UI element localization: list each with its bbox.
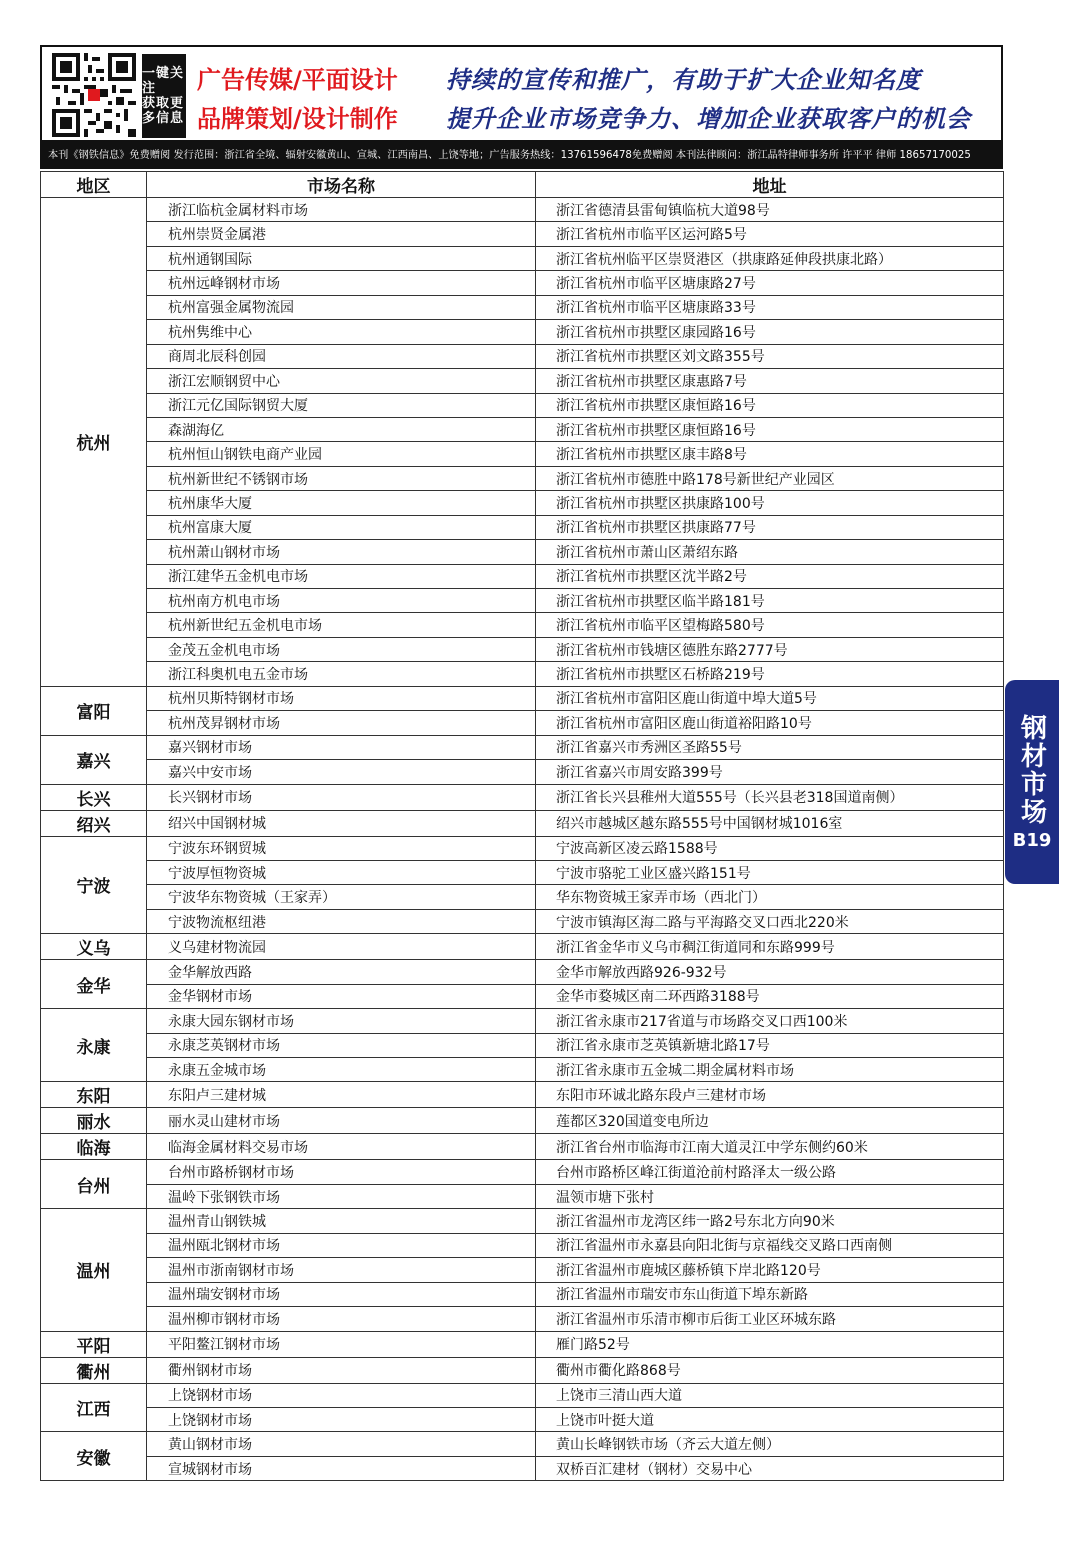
- market-name-cell: 杭州远峰钢材市场: [147, 271, 536, 295]
- market-name-cell: 金茂五金机电市场: [147, 637, 536, 661]
- market-name-cell: 浙江元亿国际钢贸大厦: [147, 393, 536, 417]
- market-name-cell: 杭州恒山钢铁电商产业园: [147, 442, 536, 466]
- address-cell: 浙江省温州市瑞安市东山街道下埠东新路: [536, 1282, 1004, 1306]
- address-cell: 浙江省台州市临海市江南大道灵江中学东侧约60米: [536, 1134, 1004, 1160]
- address-cell: 浙江省杭州市拱墅区康丰路8号: [536, 442, 1004, 466]
- address-cell: 金华市解放西路926-932号: [536, 960, 1004, 984]
- address-cell: 浙江省杭州市拱墅区刘文路355号: [536, 344, 1004, 368]
- table-row: [41, 393, 1004, 417]
- address-cell: 宁波市镇海区海二路与平海路交叉口西北220米: [536, 909, 1004, 933]
- region-cell: 长兴: [41, 784, 147, 810]
- table-row: [41, 1108, 1004, 1134]
- market-name-cell: 杭州富康大厦: [147, 515, 536, 539]
- address-cell: 浙江省杭州市拱墅区石桥路219号: [536, 662, 1004, 686]
- address-cell: 浙江省温州市乐清市柳市后街工业区环城东路: [536, 1307, 1004, 1331]
- market-name-cell: 杭州萧山钢材市场: [147, 540, 536, 564]
- table-row: [41, 369, 1004, 393]
- table-row: [41, 417, 1004, 441]
- address-cell: 宁波市骆驼工业区盛兴路151号: [536, 860, 1004, 884]
- table-row: [41, 1184, 1004, 1208]
- region-cell: 丽水: [41, 1108, 147, 1134]
- publication-info-bar: 本刊《钢铁信息》免费赠阅 发行范围：浙江省全境、辐射安徽黄山、宣城、江西南昌、上饶等地；广告服务热线：13761596478免费赠阅 本刊法律顾问：浙江晶特律师事务所 许平平 律师 18657170025: [40, 142, 1003, 169]
- address-cell: 浙江省杭州市临平区运河路5号: [536, 222, 1004, 246]
- market-name-cell: 台州市路桥钢材市场: [147, 1160, 536, 1184]
- section-side-tab: [1005, 680, 1059, 884]
- address-cell: 温领市塘下张村: [536, 1184, 1004, 1208]
- market-name-cell: 温州柳市钢材市场: [147, 1307, 536, 1331]
- table-row: [41, 271, 1004, 295]
- address-cell: 浙江省杭州市临平区望梅路580号: [536, 613, 1004, 637]
- market-name-cell: 森湖海亿: [147, 417, 536, 441]
- address-cell: 浙江省杭州市拱墅区临半路181号: [536, 589, 1004, 613]
- address-cell: 台州市路桥区峰江街道沧前村路泽太一级公路: [536, 1160, 1004, 1184]
- address-cell: 浙江省温州市鹿城区藤桥镇下岸北路120号: [536, 1258, 1004, 1282]
- market-name-cell: 永康芝英钢材市场: [147, 1033, 536, 1057]
- table-row: [41, 1357, 1004, 1383]
- region-cell: 临海: [41, 1134, 147, 1160]
- table-row: [41, 885, 1004, 909]
- slogan-line-1: 持续的宣传和推广，有助于扩大企业知名度: [446, 65, 921, 94]
- table-row: [41, 860, 1004, 884]
- market-name-cell: 杭州崇贤金属港: [147, 222, 536, 246]
- market-name-cell: 商周北辰科创园: [147, 344, 536, 368]
- slogan-line-2: 提升企业市场竞争力、增加企业获取客户的机会: [446, 104, 971, 133]
- address-cell: 绍兴市越城区越东路555号中国钢材城1016室: [536, 810, 1004, 836]
- address-cell: 浙江省杭州市拱墅区拱康路77号: [536, 515, 1004, 539]
- address-cell: 浙江省嘉兴市周安路399号: [536, 760, 1004, 784]
- table-row: [41, 934, 1004, 960]
- table-row: [41, 295, 1004, 319]
- table-row: [41, 1134, 1004, 1160]
- market-name-cell: 杭州新世纪不锈钢市场: [147, 466, 536, 490]
- ad-header: [40, 45, 1003, 142]
- region-cell: 江西: [41, 1383, 147, 1432]
- market-name-cell: 宁波物流枢纽港: [147, 909, 536, 933]
- table-row: [41, 760, 1004, 784]
- table-row: [41, 540, 1004, 564]
- market-name-cell: 浙江宏顺钢贸中心: [147, 369, 536, 393]
- table-row: [41, 909, 1004, 933]
- table-row: [41, 442, 1004, 466]
- table-row: [41, 589, 1004, 613]
- market-name-cell: 浙江临杭金属材料市场: [147, 198, 536, 222]
- page-number: B19: [1012, 829, 1052, 851]
- table-body: [41, 198, 1004, 1481]
- market-name-cell: 上饶钢材市场: [147, 1407, 536, 1431]
- table-row: [41, 984, 1004, 1008]
- region-cell: 金华: [41, 960, 147, 1009]
- market-name-cell: 温州瓯北钢材市场: [147, 1233, 536, 1257]
- market-name-cell: 黄山钢材市场: [147, 1432, 536, 1456]
- market-table: [40, 171, 1004, 1481]
- market-name-cell: 嘉兴中安市场: [147, 760, 536, 784]
- table-row: [41, 960, 1004, 984]
- region-cell: 平阳: [41, 1331, 147, 1357]
- market-name-cell: 宁波东环钢贸城: [147, 836, 536, 860]
- market-name-cell: 平阳鳌江钢材市场: [147, 1331, 536, 1357]
- table-row: [41, 1209, 1004, 1233]
- market-name-cell: 长兴钢材市场: [147, 784, 536, 810]
- address-cell: 宁波高新区凌云路1588号: [536, 836, 1004, 860]
- qr-follow-tag: [142, 54, 186, 138]
- qr-code[interactable]: [52, 53, 136, 137]
- table-row: [41, 784, 1004, 810]
- region-cell: 宁波: [41, 836, 147, 934]
- market-name-cell: 温州市浙南钢材市场: [147, 1258, 536, 1282]
- table-row: [41, 1009, 1004, 1033]
- market-name-cell: 绍兴中国钢材城: [147, 810, 536, 836]
- service-line-1: 广告传媒/平面设计: [197, 66, 398, 94]
- address-cell: 浙江省德清县雷甸镇临杭大道98号: [536, 198, 1004, 222]
- table-row: [41, 564, 1004, 588]
- address-cell: 浙江省温州市永嘉县向阳北街与京福线交叉路口西南侧: [536, 1233, 1004, 1257]
- table-row: [41, 711, 1004, 735]
- market-name-cell: 浙江科奥机电五金市场: [147, 662, 536, 686]
- table-row: [41, 1282, 1004, 1306]
- table-header-row: [41, 172, 1004, 198]
- table-row: [41, 246, 1004, 270]
- address-cell: 浙江省永康市芝英镇新塘北路17号: [536, 1033, 1004, 1057]
- address-cell: 浙江省长兴县稚州大道555号（长兴县老318国道南侧）: [536, 784, 1004, 810]
- market-name-cell: 温岭下张钢铁市场: [147, 1184, 536, 1208]
- table-row: [41, 1456, 1004, 1480]
- region-cell: 义乌: [41, 934, 147, 960]
- market-name-cell: 温州瑞安钢材市场: [147, 1282, 536, 1306]
- address-cell: 浙江省杭州市拱墅区康园路16号: [536, 320, 1004, 344]
- table-row: [41, 637, 1004, 661]
- market-name-cell: 金华钢材市场: [147, 984, 536, 1008]
- address-cell: 浙江省杭州市临平区塘康路33号: [536, 295, 1004, 319]
- table-row: [41, 613, 1004, 637]
- table-row: [41, 810, 1004, 836]
- region-cell: 安徽: [41, 1432, 147, 1481]
- address-cell: 浙江省杭州市临平区塘康路27号: [536, 271, 1004, 295]
- section-label: 钢材市场: [1016, 713, 1047, 826]
- market-name-cell: 温州青山钢铁城: [147, 1209, 536, 1233]
- address-cell: 浙江省嘉兴市秀洲区圣路55号: [536, 735, 1004, 759]
- table-row: [41, 686, 1004, 710]
- table-row: [41, 222, 1004, 246]
- address-cell: 黄山长峰钢铁市场（齐云大道左侧）: [536, 1432, 1004, 1456]
- market-name-cell: 东阳卢三建材城: [147, 1082, 536, 1108]
- market-name-cell: 永康大园东钢材市场: [147, 1009, 536, 1033]
- address-cell: 浙江省永康市217省道与市场路交叉口西100米: [536, 1009, 1004, 1033]
- table-row: [41, 662, 1004, 686]
- market-name-cell: 杭州茂昇钢材市场: [147, 711, 536, 735]
- market-name-cell: 杭州贝斯特钢材市场: [147, 686, 536, 710]
- market-name-cell: 宁波厚恒物资城: [147, 860, 536, 884]
- table-row: [41, 1383, 1004, 1407]
- address-cell: 浙江省金华市义乌市稠江街道同和东路999号: [536, 934, 1004, 960]
- table-row: [41, 320, 1004, 344]
- address-cell: 浙江省杭州临平区崇贤港区（拱康路延伸段拱康北路）: [536, 246, 1004, 270]
- table-row: [41, 1233, 1004, 1257]
- address-cell: 浙江省杭州市萧山区萧绍东路: [536, 540, 1004, 564]
- address-cell: 浙江省杭州市德胜中路178号新世纪产业园区: [536, 466, 1004, 490]
- market-name-cell: 宣城钢材市场: [147, 1456, 536, 1480]
- address-cell: 衢州市衢化路868号: [536, 1357, 1004, 1383]
- market-name-cell: 嘉兴钢材市场: [147, 735, 536, 759]
- region-cell: 杭州: [41, 198, 147, 687]
- market-name-cell: 丽水灵山建材市场: [147, 1108, 536, 1134]
- market-name-cell: 杭州南方机电市场: [147, 589, 536, 613]
- market-name-cell: 杭州富强金属物流园: [147, 295, 536, 319]
- table-row: [41, 1160, 1004, 1184]
- table-row: [41, 344, 1004, 368]
- market-name-cell: 杭州隽维中心: [147, 320, 536, 344]
- region-cell: 永康: [41, 1009, 147, 1082]
- region-cell: 衢州: [41, 1357, 147, 1383]
- qr-tag-line: 获取更多信息: [142, 96, 185, 126]
- column-header-region: 地区: [41, 172, 147, 198]
- address-cell: 东阳市环诚北路东段卢三建材市场: [536, 1082, 1004, 1108]
- table-row: [41, 466, 1004, 490]
- table-row: [41, 1432, 1004, 1456]
- service-line-2: 品牌策划/设计制作: [197, 105, 398, 133]
- market-name-cell: 永康五金城市场: [147, 1058, 536, 1082]
- market-name-cell: 杭州通钢国际: [147, 246, 536, 270]
- address-cell: 雁门路52号: [536, 1331, 1004, 1357]
- address-cell: 金华市婺城区南二环西路3188号: [536, 984, 1004, 1008]
- address-cell: 浙江省杭州市拱墅区康惠路7号: [536, 369, 1004, 393]
- table-row: [41, 1082, 1004, 1108]
- column-header-address: 地址: [536, 172, 1004, 198]
- region-cell: 嘉兴: [41, 735, 147, 784]
- address-cell: 浙江省永康市五金城二期金属材料市场: [536, 1058, 1004, 1082]
- address-cell: 浙江省杭州市拱墅区康恒路16号: [536, 393, 1004, 417]
- region-cell: 绍兴: [41, 810, 147, 836]
- address-cell: 浙江省温州市龙湾区纬一路2号东北方向90米: [536, 1209, 1004, 1233]
- address-cell: 双桥百汇建材（钢材）交易中心: [536, 1456, 1004, 1480]
- table-row: [41, 491, 1004, 515]
- market-name-cell: 义乌建材物流园: [147, 934, 536, 960]
- market-name-cell: 金华解放西路: [147, 960, 536, 984]
- table-row: [41, 198, 1004, 222]
- table-row: [41, 1407, 1004, 1431]
- address-cell: 浙江省杭州市钱塘区德胜东路2777号: [536, 637, 1004, 661]
- address-cell: 浙江省杭州市拱墅区沈半路2号: [536, 564, 1004, 588]
- table-row: [41, 836, 1004, 860]
- address-cell: 上饶市三清山西大道: [536, 1383, 1004, 1407]
- address-cell: 华东物资城王家弄市场（西北门）: [536, 885, 1004, 909]
- table-row: [41, 1058, 1004, 1082]
- table-row: [41, 1258, 1004, 1282]
- address-cell: 浙江省杭州市富阳区鹿山街道裕阳路10号: [536, 711, 1004, 735]
- region-cell: 东阳: [41, 1082, 147, 1108]
- qr-tag-line: 一键关注: [142, 66, 185, 96]
- column-header-market-name: 市场名称: [147, 172, 536, 198]
- market-name-cell: 浙江建华五金机电市场: [147, 564, 536, 588]
- region-cell: 台州: [41, 1160, 147, 1209]
- market-name-cell: 临海金属材料交易市场: [147, 1134, 536, 1160]
- address-cell: 莲都区320国道变电所边: [536, 1108, 1004, 1134]
- table-row: [41, 1033, 1004, 1057]
- market-name-cell: 杭州新世纪五金机电市场: [147, 613, 536, 637]
- address-cell: 浙江省杭州市拱墅区拱康路100号: [536, 491, 1004, 515]
- address-cell: 浙江省杭州市拱墅区康恒路16号: [536, 417, 1004, 441]
- market-name-cell: 衢州钢材市场: [147, 1357, 536, 1383]
- table-row: [41, 735, 1004, 759]
- table-row: [41, 1331, 1004, 1357]
- address-cell: 上饶市叶挺大道: [536, 1407, 1004, 1431]
- region-cell: 富阳: [41, 686, 147, 735]
- region-cell: 温州: [41, 1209, 147, 1331]
- table-row: [41, 1307, 1004, 1331]
- market-name-cell: 杭州康华大厦: [147, 491, 536, 515]
- market-name-cell: 宁波华东物资城（王家弄）: [147, 885, 536, 909]
- address-cell: 浙江省杭州市富阳区鹿山街道中埠大道5号: [536, 686, 1004, 710]
- market-name-cell: 上饶钢材市场: [147, 1383, 536, 1407]
- table-row: [41, 515, 1004, 539]
